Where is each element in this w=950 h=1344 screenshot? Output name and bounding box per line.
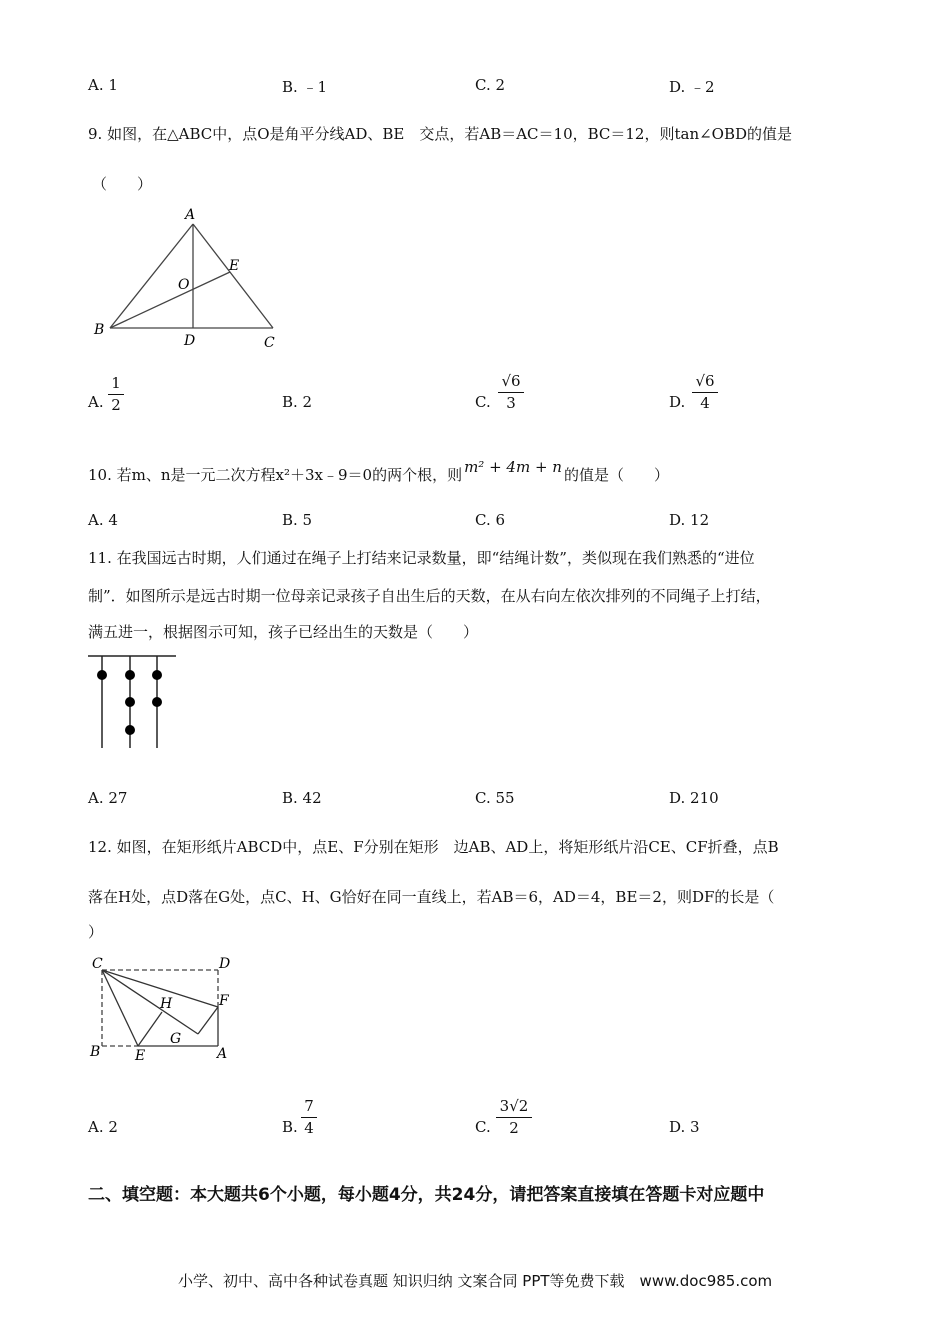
q12-line-1: 12. 如图，在矩形纸片ABCD中，点E、F分别在矩形 边AB、AD上，将矩形纸片沿CE、CF折叠，点B	[88, 838, 779, 856]
q9-label-b: B	[94, 322, 105, 338]
q8-option-d: D. ﹣2	[669, 78, 715, 96]
q9-stem: 9. 如图，在△ABC中，点O是角平分线AD、BE 交点，若AB＝AC＝10，BC＝12，则tan∠OBD的值是	[88, 125, 793, 143]
q12-label-d: D	[219, 956, 231, 972]
q9-label-d: D	[184, 333, 196, 349]
q11-option-d: D. 210	[669, 789, 719, 807]
q9-option-a-label: A.	[88, 393, 104, 411]
q9-option-a-numerator: 1	[111, 374, 121, 392]
q12-rectangle-figure	[86, 952, 246, 1067]
q11-line-2: 制”．如图所示是远古时期一位母亲记录孩子自出生后的天数，在从右向左依次排列的不同绳子上打结，	[88, 587, 771, 605]
q9-label-c: C	[264, 335, 275, 351]
q12-label-a: A	[217, 1046, 228, 1062]
section-2-heading: 二、填空题：本大题共6个小题，每小题4分，共24分，请把答案直接填在答题卡对应题中	[88, 1185, 765, 1205]
q11-knot	[125, 670, 135, 680]
q10-option-d: D. 12	[669, 511, 710, 529]
q9-option-d-fraction	[692, 372, 718, 413]
q9-option-a-denominator: 2	[111, 396, 121, 414]
q11-option-a: A. 27	[88, 789, 128, 807]
q10-stem-start: 10. 若m、n是一元二次方程x²＋3x﹣9＝0的两个根，则	[88, 466, 463, 484]
q10-stem-end: 的值是（ ）	[563, 466, 669, 484]
q11-option-c: C. 55	[475, 789, 515, 807]
q9-option-b: B. 2	[282, 393, 313, 411]
q12-label-f: F	[219, 993, 229, 1009]
q9-option-c-fraction	[498, 372, 524, 413]
q12-option-b-label: B.	[282, 1118, 298, 1136]
q8-option-b: B. ﹣1	[282, 78, 328, 96]
q9-label-e: E	[229, 258, 240, 274]
q11-knot	[152, 697, 162, 707]
q12-label-c: C	[92, 956, 103, 972]
q12-label-e: E	[135, 1048, 146, 1064]
q11-line-3: 满五进一，根据图示可知，孩子已经出生的天数是（ ）	[88, 623, 479, 641]
q12-option-b-fraction	[301, 1097, 317, 1138]
q10-option-c: C. 6	[475, 511, 506, 529]
q9-option-d-numerator: √6	[695, 372, 715, 390]
q11-knot	[125, 697, 135, 707]
q11-option-b: B. 42	[282, 789, 322, 807]
q12-option-c-denominator: 2	[509, 1119, 519, 1137]
q12-option-c-label: C.	[475, 1118, 491, 1136]
q9-paren: （ ）	[92, 175, 153, 193]
q9-option-c-numerator: √6	[501, 372, 521, 390]
q9-option-d-denominator: 4	[700, 394, 710, 412]
q9-triangle-figure	[88, 200, 288, 360]
q12-option-a: A. 2	[88, 1118, 118, 1136]
q9-label-o: O	[178, 277, 190, 293]
q8-option-a: A. 1	[88, 76, 118, 94]
q12-label-b: B	[90, 1044, 101, 1060]
q12-option-c-fraction	[496, 1097, 532, 1138]
q9-label-a: A	[185, 207, 196, 223]
q10-expression: m² + 4m + n	[464, 458, 562, 476]
q9-option-c-label: C.	[475, 393, 491, 411]
q11-knot	[97, 670, 107, 680]
q10-stem	[88, 458, 669, 485]
q12-option-c-numerator: 3√2	[499, 1097, 529, 1115]
q9-option-d-label: D.	[669, 393, 686, 411]
q12-option-b-denominator: 4	[304, 1119, 314, 1137]
q11-knot	[125, 725, 135, 735]
q8-option-c: C. 2	[475, 76, 506, 94]
q9-option-c-denominator: 3	[506, 394, 516, 412]
q9-option-a-fraction	[108, 374, 124, 415]
q12-label-h: H	[160, 996, 173, 1012]
q10-option-a: A. 4	[88, 511, 118, 529]
page-footer: 小学、初中、高中各种试卷真题 知识归纳 文案合同 PPT等免费下载 www.doc985.com	[178, 1272, 773, 1290]
q11-knot	[152, 670, 162, 680]
q12-label-g: G	[170, 1031, 182, 1047]
q10-option-b: B. 5	[282, 511, 313, 529]
q11-knot-rope-figure	[88, 650, 183, 755]
q12-option-b-numerator: 7	[304, 1097, 314, 1115]
q12-line-3: ）	[88, 923, 104, 941]
q11-line-1: 11. 在我国远古时期，人们通过在绳子上打结来记录数量，即“结绳计数”，类似现在我们熟悉的“进位	[88, 549, 755, 567]
q12-option-d: D. 3	[669, 1118, 700, 1136]
q12-line-2: 落在H处，点D落在G处，点C、H、G恰好在同一直线上，若AB＝6，AD＝4，BE＝2，则DF的长是（	[88, 888, 775, 906]
